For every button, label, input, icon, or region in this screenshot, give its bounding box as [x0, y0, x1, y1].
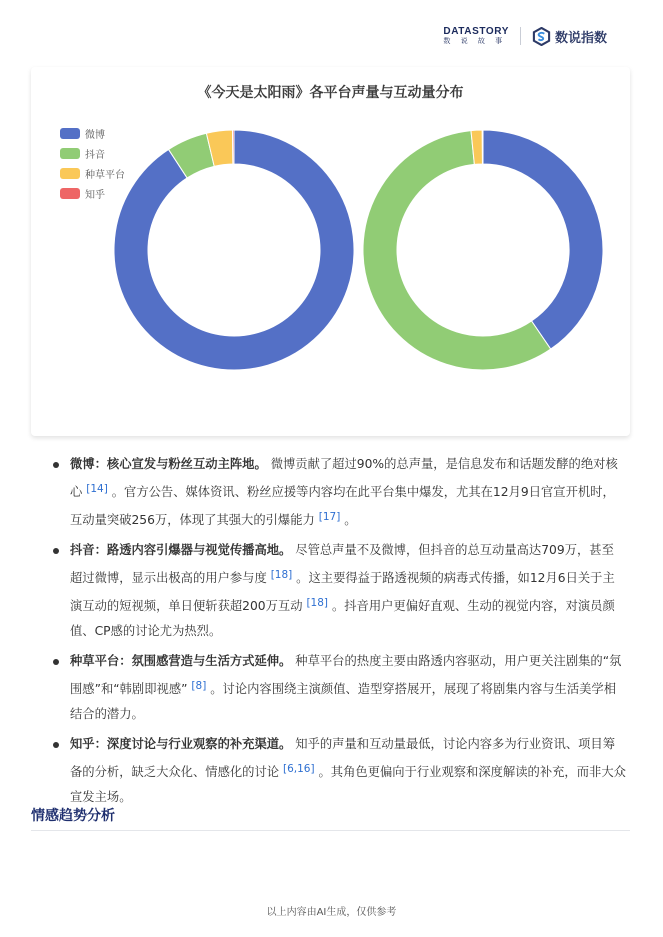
- bullet-text: 。其角色更偏向于行业观察和深度解读的补充，而非大众宣发主场。: [70, 765, 626, 804]
- bullet-dot: [53, 659, 59, 665]
- bullet-item: [50, 732, 626, 810]
- brand-logo: [532, 27, 607, 46]
- legend-label: 微博: [85, 129, 105, 141]
- citation-link[interactable]: [14]: [86, 483, 108, 495]
- donut-1-slice-weibo[interactable]: [114, 130, 354, 370]
- bullet-dot: [53, 742, 59, 748]
- bullet-heading: 种草平台：氛围感营造与生活方式延伸。: [70, 654, 292, 668]
- bullet-heading: 微博：核心宣发与粉丝互动主阵地。: [70, 457, 267, 471]
- datastory-logo: [443, 26, 509, 46]
- citation-link[interactable]: [6,16]: [282, 763, 315, 775]
- section-divider: [31, 830, 630, 831]
- bullet-text: 。: [344, 513, 357, 527]
- donut-1-slice-zhihu[interactable]: [232, 130, 234, 164]
- chart-card: [31, 67, 630, 436]
- bullet-text: 尽管总声量不及微博，但抖音的总互动量高达709万，甚至超过微博，显示出极高的用户参与度: [70, 543, 614, 585]
- header-divider: [520, 27, 521, 45]
- footer-note: 以上内容由AI生成，仅供参考: [266, 907, 397, 918]
- citation-link[interactable]: [18]: [270, 569, 293, 581]
- bullet-dot: [53, 462, 59, 468]
- brand-mark-icon: [532, 27, 551, 46]
- donut-2-slice-zhihu[interactable]: [482, 130, 483, 164]
- bullet-item: [50, 649, 626, 727]
- bullet-text: 知乎的声量和互动量最低，讨论内容多为行业资讯、项目筹备的分析，缺乏大众化、情感化的讨论: [70, 737, 616, 779]
- bullet-text: 。抖音用户更偏好直观、生动的视觉内容，对演员颜值、CP感的讨论尤为热烈。: [70, 599, 615, 638]
- bullet-text: 种草平台的热度主要由路透内容驱动，用户更关注剧集的“氛围感”和“韩剧即视感”: [70, 654, 622, 696]
- legend-label: 种草平台: [85, 169, 125, 181]
- brand-name: 数说指数: [554, 30, 607, 46]
- citation-link[interactable]: [17]: [318, 511, 341, 523]
- analysis-bullets: [50, 452, 626, 815]
- bullet-heading: 抖音：路透内容引爆器与视觉传播高地。: [70, 543, 292, 557]
- citation-link[interactable]: [18]: [306, 597, 329, 609]
- bullet-dot: [53, 548, 59, 554]
- donut-2-slice-weibo[interactable]: [483, 130, 603, 349]
- bullet-item: [50, 452, 626, 533]
- bullet-text: 微博贡献了超过90%的总声量，是信息发布和话题发酵的绝对核心: [70, 457, 618, 499]
- datastory-wordmark: DATASTORY: [443, 26, 509, 37]
- donut-charts: [31, 67, 630, 436]
- legend-label: 知乎: [85, 189, 105, 201]
- datastory-subtitle: 数 说 故 事: [443, 37, 507, 45]
- bullet-item: [50, 538, 626, 644]
- citation-link[interactable]: [8]: [191, 680, 207, 692]
- bullet-text: 。官方公告、媒体资讯、粉丝应援等内容均在此平台集中爆发，尤其在12月9日官宣开机时，互动量突破256万，体现了其强大的引爆能力: [70, 485, 615, 527]
- chart-title: 《今天是太阳雨》各平台声量与互动量分布: [197, 85, 464, 101]
- section-title: 情感趋势分析: [31, 808, 115, 824]
- bullet-heading: 知乎：深度讨论与行业观察的补充渠道。: [70, 737, 292, 751]
- bullet-text: 。讨论内容围绕主演颜值、造型穿搭展开，展现了将剧集内容与生活美学相结合的潜力。: [70, 682, 617, 721]
- page-header: [443, 26, 607, 46]
- bullet-text: 。这主要得益于路透视频的病毒式传播，如12月6日关于主演互动的短视频，单日便斩获超200万互动: [70, 571, 615, 613]
- legend-label: 抖音: [85, 149, 105, 161]
